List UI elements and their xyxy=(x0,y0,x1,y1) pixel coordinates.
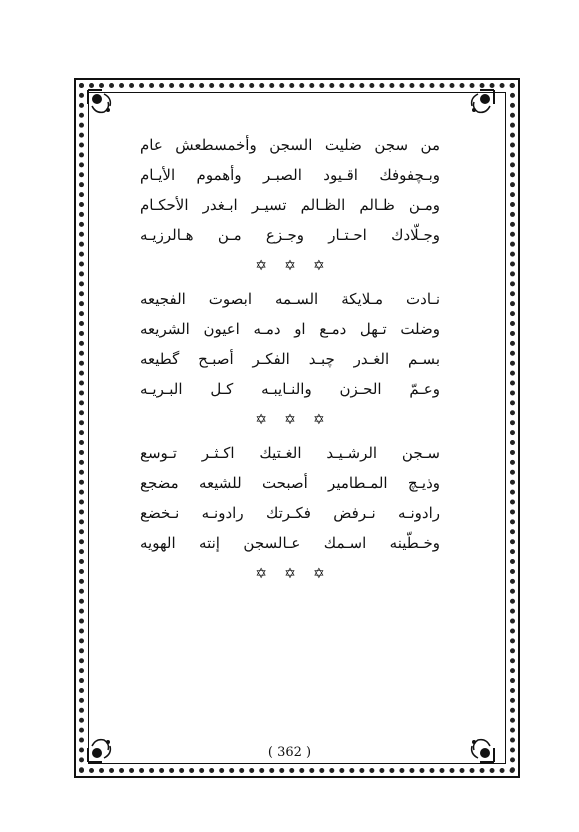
floral-ornament-icon xyxy=(86,88,116,118)
stanza-separator xyxy=(140,250,440,284)
verse-line: وضلت تـهل دمـع او دمـه اعيون الشريعه xyxy=(140,320,440,338)
star-of-david-icon: ✡ xyxy=(255,412,268,428)
stanza-3 xyxy=(140,438,440,558)
verse-line: سـجن الرشـيـد الغـتيك اكـثـر تـوسع xyxy=(140,444,440,462)
verse-line: وبـچفوفك اقـيود الصبـر وأهموم الأيـام xyxy=(140,166,440,184)
verse-line: ومـن ظـالم الظـالم تسيـر ابـغدر الأحكـام xyxy=(140,196,440,214)
star-of-david-icon: ✡ xyxy=(284,566,296,582)
star-of-david-icon: ✡ xyxy=(284,412,296,428)
stanza-1 xyxy=(140,130,440,250)
star-of-david-icon: ✡ xyxy=(255,258,268,274)
floral-ornament-icon xyxy=(466,88,496,118)
poem xyxy=(140,130,440,592)
verse-line: نـادت مـلايكة السـمه ابصوت الفجيعه xyxy=(140,290,440,308)
star-of-david-icon: ✡ xyxy=(312,412,325,428)
verse-line: وجـلّادك احـتـار وجـزع مـن هـالرزيـه xyxy=(140,226,440,244)
verse-line: وخـطّينه اسـمك عـالسجن إنته الهويه xyxy=(140,534,440,552)
stanza-separator xyxy=(140,404,440,438)
stanza-separator xyxy=(140,558,440,592)
star-of-david-icon: ✡ xyxy=(312,258,325,274)
verse-line: بسـم الغـدر چبـد الفكـر أصبـح گطيعه xyxy=(140,350,440,368)
verse-line: من سجن ضليت السجن وأخمسطعش عام xyxy=(140,136,440,154)
star-of-david-icon: ✡ xyxy=(312,566,325,582)
stanza-2 xyxy=(140,284,440,404)
verse-line: وذيـچ المـطامير أصبحت للشيعه مضجع xyxy=(140,474,440,492)
verse-line: وعـمّ الحـزن والنـايبـه كـل البـريـه xyxy=(140,380,440,398)
verse-line: رادونـه نـرفض فكـرتك رادونـه نـخضع xyxy=(140,504,440,522)
star-of-david-icon: ✡ xyxy=(284,258,296,274)
page-number: ( 362 ) xyxy=(267,745,312,760)
star-of-david-icon: ✡ xyxy=(255,566,268,582)
